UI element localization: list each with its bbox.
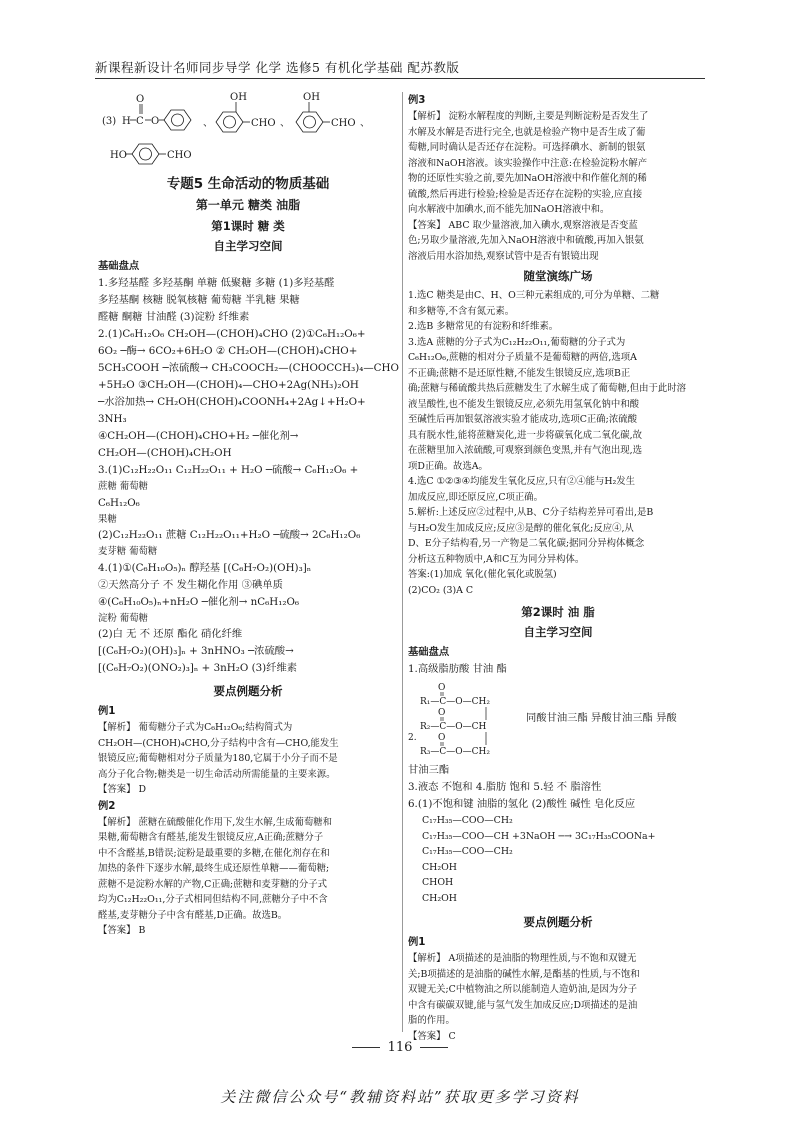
svg-text:R₃—C—O—CH₂: R₃—C—O—CH₂ [420, 747, 490, 757]
answer-line: (2)C₁₂H₂₂O₁₁ 蔗糖 C₁₂H₂₂O₁₁+H₂O ─硫酸→ 2C₆H₁₂O₆ [98, 529, 361, 541]
explanation-line: 【解析】 葡萄糖分子式为C₆H₁₂O₆;结构简式为 [98, 722, 293, 733]
answer-line: +5H₂O ③CH₂OH—(CHOH)₄—CHO+2Ag(NH₃)₂OH [98, 379, 359, 391]
practice-line: 具有脱水性,能将蔗糖炭化,进一步将碳氧化成二氧化碳,故 [408, 429, 642, 441]
answer-line: 果糖 [98, 513, 117, 525]
answer-line: 【答案】 C [408, 1030, 456, 1042]
practice-line: 1.选C 糖类是由C、H、O三种元素组成的,可分为单糖、二糖 [408, 290, 660, 301]
example-1-label: 例1 [98, 705, 116, 717]
answer-line: 色;另取少量溶液,先加入NaOH溶液中和硫酸,再加入银氨 [408, 235, 644, 246]
explanation-line: 向水解液中加碘水,而不能先加NaOH溶液中和。 [408, 204, 610, 215]
analysis-title: 要点例题分析 [213, 684, 283, 698]
answer-line: 4.(1)①(C₆H₁₀O₅)ₙ 醇羟基 [(C₆H₇O₂)(OH)₃]ₙ [98, 561, 312, 574]
triglyceride-structure [408, 680, 708, 760]
answer-line: 【答案】 B [98, 925, 146, 936]
practice-line: 液呈酸性,也不能发生银镜反应,必须先用氢氧化钠中和酸 [408, 398, 639, 410]
svg-text:OH: OH [303, 92, 320, 103]
svg-text:O: O [136, 94, 145, 105]
explanation-line: 【解析】 A项描述的是油脂的物理性质,与不饱和双键无 [408, 953, 637, 964]
equation-line: C₁₇H₃₅—COO—CH +3NaOH ─→ 3C₁₇H₃₅COONa+ [422, 830, 656, 842]
explanation-line: 加热的条件下逐步水解,最终生成还原性单糖——葡萄糖; [98, 863, 330, 874]
answer-line: 甘油三酯 [408, 764, 450, 776]
equation-line: CHOH [422, 877, 454, 888]
svg-text:R₂—C—O—CH: R₂—C—O—CH [420, 722, 487, 732]
struct-label: (3) [102, 116, 117, 127]
answer-line: 2.(1)C₆H₁₂O₆ CH₂OH—(CHOH)₄CHO (2)①C₆H₁₂O₆+ [98, 328, 366, 340]
explanation-line: 蔗糖不是淀粉水解的产物,C正确;蔗糖和麦芽糖的分子式 [98, 878, 327, 890]
answer-line: (2)白 无 不 还原 酯化 硝化纤维 [98, 628, 243, 640]
svg-text:O: O [438, 683, 446, 693]
page-number-rule-right [420, 1047, 448, 1048]
example-1-body [98, 720, 398, 798]
explanation-line: 萄糖,同时确认是否还存在淀粉。可选择碘水、新制的银氨 [408, 142, 646, 153]
self-study-title: 自主学习空间 [213, 239, 283, 253]
answer-line: 多羟基酮 核糖 脱氧核糖 葡萄糖 半乳糖 果糖 [98, 294, 300, 306]
explanation-line: 双键无关;C中植物油之所以能制造人造奶油,是因为分子 [408, 984, 637, 995]
answer-line: 3.液态 不饱和 4.脂肪 饱和 5.轻 不 脂溶性 [408, 781, 602, 793]
answer-line: 溶液后用水浴加热,观察试管中是否有银镜出现 [408, 250, 599, 262]
answer-line: 5CH₃COOH ─浓硫酸→ CH₃COOCH₂—(CHOOCCH₃)₄—CHO [98, 362, 399, 374]
svg-text:R₁—C—O—CH₂: R₁—C—O—CH₂ [420, 697, 490, 707]
right-column [408, 92, 708, 1042]
analysis-title-2: 要点例题分析 [523, 915, 593, 929]
aromatic-structures [98, 92, 398, 170]
answer-line: C₆H₁₂O₆ [98, 496, 140, 509]
answer-line: ②天然高分子 不 发生糊化作用 ③碘单质 [98, 578, 283, 591]
triglyceride-diagram [408, 680, 518, 760]
svg-text:CHO: CHO [251, 118, 276, 129]
equation-line: CH₂OH [422, 861, 457, 873]
practice-line: 在蔗糖里加入浓硫酸,可观察到颜色变黑,并有气泡出现,选 [408, 445, 642, 456]
explanation-line: 银镜反应;葡萄糖相对分子质量为180,它属于小分子而不是 [98, 753, 338, 764]
page-number-rule-left [352, 1047, 380, 1048]
answer-line: 【答案】 ABC 取少量溶液,加入碘水,观察溶液是否变蓝 [408, 219, 638, 231]
equation-line: CH₂OH [422, 892, 457, 904]
answer-line: ─水浴加热→ CH₂OH(CHOH)₄COONH₄+2Ag↓+H₂O+ [98, 396, 366, 408]
example-2-body [98, 815, 398, 939]
explanation-line: 均为C₁₂H₂₂O₁₁,分子式相同但结构不同,蔗糖分子中不含 [98, 894, 328, 905]
practice-line: 答案:(1)加成 氧化(催化氧化或脱氢) [408, 569, 557, 580]
lesson-2-title: 第2课时 油 脂 [521, 605, 595, 619]
answer-line: [(C₆H₇O₂)(ONO₂)₃]ₙ + 3nH₂O (3)纤维素 [98, 662, 298, 674]
practice-line: 项D正确。故选A。 [408, 460, 488, 472]
equation-line: C₁₇H₃₅—COO—CH₂ [422, 815, 513, 826]
item-label: 2. [408, 733, 417, 743]
svg-text:H: H [122, 116, 131, 127]
example-3-body [408, 109, 708, 264]
footer-note: 关注微信公众号“教辅资料站”获取更多学习资料 [220, 1088, 580, 1106]
practice-title: 随堂演练广场 [523, 269, 593, 283]
lesson-title: 第1课时 糖 类 [211, 219, 285, 233]
svg-text:、: 、 [280, 118, 290, 129]
left-column [98, 92, 398, 1032]
explanation-line: 中不含醛基,B错误;淀粉是最重要的多糖,在催化剂存在和 [98, 847, 330, 859]
answer-line: 淀粉 葡萄糖 [98, 612, 148, 624]
basics-label-2: 基础盘点 [408, 646, 450, 658]
answer-line: CH₂OH—(CHOH)₄CH₂OH [98, 447, 232, 459]
practice-line: 4.选C ①②③④均能发生氧化反应,只有②④能与H₂发生 [408, 476, 636, 487]
answer-line: 醛糖 酮糖 甘油醛 (3)淀粉 纤维素 [98, 311, 250, 323]
structure-drawings [98, 92, 398, 170]
triglyceride-types: 同酸甘油三酯 异酸甘油三酯 异酸 [526, 712, 677, 724]
explanation-line: 关;B项描述的是油脂的碱性水解,是酯基的性质,与不饱和 [408, 968, 640, 980]
unit-title: 第一单元 糖类 油脂 [195, 198, 301, 212]
answer-line: 1.多羟基醛 多羟基酮 单糖 低聚糖 多糖 (1)多羟基醛 [98, 277, 335, 289]
practice-line: 不正确;蔗糖不是还原性糖,不能发生银镜反应,选项B正 [408, 367, 631, 379]
practice-line: 和多糖等,不含有氮元素。 [408, 305, 515, 317]
practice-line: 确;蔗糖与稀硫酸共热后蔗糖发生了水解生成了葡萄糖,但由于此时溶 [408, 383, 687, 394]
practice-line: 分析这五种物质中,A和C互为同分异构体。 [408, 553, 585, 565]
saponification-equation [408, 813, 708, 906]
explanation-line: 果糖,葡萄糖含有醛基,能发生银镜反应,A正确;蔗糖分子 [98, 832, 324, 843]
practice-line: 3.选A 蔗糖的分子式为C₁₂H₂₂O₁₁,葡萄糖的分子式为 [408, 336, 626, 348]
explanation-line: 溶液和NaOH溶液。该实验操作中注意:在检验淀粉水解产 [408, 157, 648, 169]
svg-text:O: O [438, 733, 446, 743]
practice-line: (2)CO₂ (3)A C [408, 584, 474, 596]
basics-label: 基础盘点 [98, 260, 140, 272]
answer-line: [(C₆H₇O₂)(OH)₃]ₙ + 3nHNO₃ ─浓硫酸→ [98, 645, 294, 657]
svg-text:O: O [151, 116, 160, 127]
answer-line: 蔗糖 葡萄糖 [98, 481, 148, 492]
page-number-text: 116 [387, 1040, 413, 1055]
example-1-body-2 [408, 951, 708, 1044]
practice-answers [408, 288, 708, 598]
practice-line: 与H₂O发生加成反应;反应③是醇的催化氧化;反应④,从 [408, 522, 634, 534]
practice-line: 5.解析:上述反应②过程中,从B、C分子结构差异可看出,是B [408, 507, 654, 518]
svg-text:OH: OH [230, 92, 247, 103]
answer-line: 6O₂ ─酶→ 6CO₂+6H₂O ② CH₂OH—(CHOH)₄CHO+ [98, 345, 358, 357]
example-3-label: 例3 [408, 94, 426, 106]
column-divider [402, 92, 403, 1032]
svg-text:、: 、 [203, 118, 213, 129]
answer-line: 【答案】 D [98, 784, 146, 795]
self-study-title-2: 自主学习空间 [523, 625, 593, 639]
practice-line: 至碱性后再加银氨溶液实验才能成功,选项C正确;浓硫酸 [408, 414, 637, 425]
practice-line: C₆H₁₂O₆,蔗糖的相对分子质量不是葡萄糖的两倍,选项A [408, 352, 637, 363]
svg-text:O: O [438, 708, 446, 718]
practice-line: 加成反应,即还原反应,C项正确。 [408, 491, 544, 503]
answer-line: 麦芽糖 葡萄糖 [98, 546, 158, 557]
answer-line: 3.(1)C₁₂H₂₂O₁₁ C₁₂H₂₂O₁₁ + H₂O ─硫酸→ C₆H₁₂O₆ + [98, 464, 359, 476]
explanation-line: 醛基,麦芽糖分子中含有醛基,D正确。故选B。 [98, 909, 288, 921]
svg-text:C: C [136, 116, 144, 127]
explanation-line: CH₂OH—(CHOH)₄CHO,分子结构中含有—CHO,能发生 [98, 737, 339, 749]
example-1-label-2: 例1 [408, 936, 426, 948]
explanation-line: 物的还原性实验之前,要先加NaOH溶液中和作催化剂的稀 [408, 173, 647, 184]
topic-title: 专题5 生命活动的物质基础 [166, 176, 330, 192]
explanation-line: 【解析】 蔗糖在硫酸催化作用下,发生水解,生成葡萄糖和 [98, 816, 332, 828]
svg-text:HO: HO [110, 150, 127, 161]
answer-line: ④(C₆H₁₀O₅)ₙ+nH₂O ─催化剂→ nC₆H₁₂O₆ [98, 595, 300, 608]
answer-line: 6.(1)不饱和键 油脂的氢化 (2)酸性 碱性 皂化反应 [408, 798, 636, 810]
explanation-line: 硫酸,然后再进行检验;检验是否还存在淀粉的实验,应直接 [408, 188, 643, 200]
running-header: 新课程新设计名师同步导学 化学 选修5 有机化学基础 配苏教版 [95, 60, 460, 75]
answer-line: 3NH₃ [98, 413, 127, 425]
practice-line: D、E分子结构看,另一产物是二氧化碳;据同分异构体概念 [408, 538, 645, 549]
answer-line: 1.高级脂肪酸 甘油 酯 [408, 663, 507, 675]
practice-line: 2.选B 多糖常见的有淀粉和纤维素。 [408, 321, 559, 332]
explanation-line: 中含有碳碳双键,能与氢气发生加成反应;D项描述的是油 [408, 999, 638, 1011]
answer-line: ④CH₂OH—(CHOH)₄CHO+H₂ ─催化剂→ [98, 430, 299, 442]
svg-text:、: 、 [360, 118, 370, 129]
equation-line: C₁₇H₃₅—COO—CH₂ [422, 846, 513, 857]
explanation-line: 高分子化合物;糖类是一切生命活动所需能量的主要来源。 [98, 768, 336, 780]
svg-text:CHO: CHO [331, 118, 356, 129]
page-number [0, 1040, 800, 1055]
example-2-label: 例2 [98, 799, 116, 812]
explanation-line: 【解析】 淀粉水解程度的判断,主要是判断淀粉是否发生了 [408, 111, 649, 122]
svg-text:CHO: CHO [167, 150, 192, 161]
explanation-line: 水解及水解是否进行完全,也就是检验产物中是否生成了葡 [408, 126, 646, 138]
header-rule [95, 78, 705, 79]
explanation-line: 脂的作用。 [408, 1015, 455, 1026]
basics-answers [98, 275, 398, 677]
